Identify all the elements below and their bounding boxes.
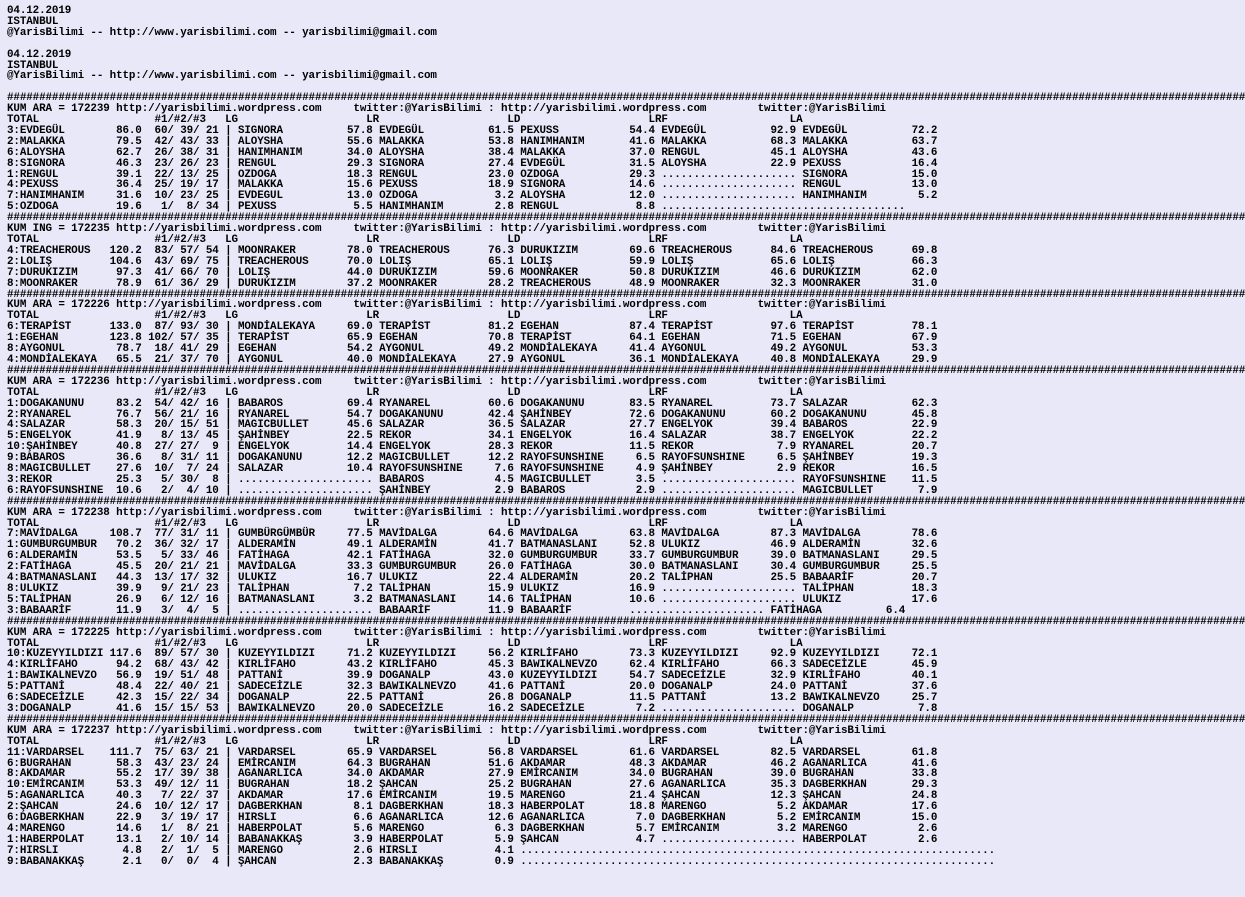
result-row: 2:MALAKKA 79.5 42/ 43/ 33 | ALOYSHA 55.6 MALAKKA 53.8 HANIMHANIM 41.6 MALAKKA 68.3 MALAKKA 63.7 bbox=[7, 135, 938, 148]
result-row: 5:ENGELYOK 41.9 8/ 13/ 45 | ŞAHİNBEY 22.5 REKOR 34.1 ENGELYOK 16.4 SALAZAR 38.7 ENGELYOK 22.2 bbox=[7, 430, 938, 443]
blank-line bbox=[7, 39, 1073, 50]
result-row: 1:BAWIKALNEVZO 56.9 19/ 51/ 48 | PATTANİ 39.9 DOGANALP 43.0 KUZEYYILDIZI 54.7 SADECEİZLE 32.9 KIRLİFAHO 40.1 bbox=[7, 670, 938, 683]
separator-line: ################################################################################################################################################################################################# bbox=[7, 364, 1245, 377]
header-date: 04.12.2019 bbox=[7, 48, 72, 61]
result-row: 6:SADECEİZLE 42.3 15/ 22/ 34 | DOGANALP 22.5 PATTANİ 26.8 DOGANALP 11.5 PATTANİ 13.2 BAWIKALNEVZO 25.7 bbox=[7, 692, 938, 705]
separator-line: ################################################################################################################################################################################################# bbox=[7, 92, 1245, 105]
result-row: 4:MARENGO 14.6 1/ 8/ 21 | HABERPOLAT 5.6 MARENGO 6.3 DAGBERKHAN 5.7 EMİRCANIM 3.2 MARENGO 2.6 bbox=[7, 822, 938, 835]
result-row: 5:PATTANİ 48.4 22/ 40/ 21 | SADECEİZLE 32.3 BAWIKALNEVZO 41.6 PATTANİ 20.0 DOGANALP 24.0 PATTANİ 37.6 bbox=[7, 681, 938, 694]
column-header: TOTAL #1/#2/#3 LG LR LD LRF LA bbox=[7, 234, 803, 246]
result-row: 6:ALOYSHA 62.7 26/ 38/ 31 | HANIMHANIM 34.0 ALOYSHA 38.4 MALAKKA 37.0 RENGUL 45.1 ALOYSHA 43.6 bbox=[7, 146, 938, 159]
separator-line: ################################################################################################################################################################################################# bbox=[7, 288, 1245, 301]
column-header: TOTAL #1/#2/#3 LG LR LD LRF LA bbox=[7, 310, 803, 323]
header-contact: @YarisBilimi -- http://www.yarisbilimi.com -- yarisbilimi@gmail.com bbox=[7, 26, 437, 39]
result-row: 10:EMİRCANIM 53.3 49/ 12/ 11 | BUGRAHAN 18.2 ŞAHCAN 25.2 BUGRAHAN 27.6 AGANARLICA 35.3 DAGBERKHAN 29.3 bbox=[7, 779, 938, 792]
result-row: 6:TERAPİST 133.0 87/ 93/ 30 | MONDİALEKAYA 69.0 TERAPİST 81.2 EGEHAN 87.4 TERAPİST 97.6 TERAPİST 78.1 bbox=[7, 321, 938, 334]
result-row: 1:RENGUL 39.1 22/ 13/ 25 | OZDOGA 18.3 RENGUL 23.0 OZDOGA 29.3 ..................... SIGNORA 15.0 bbox=[7, 168, 938, 181]
result-row: 10:ŞAHİNBEY 40.8 27/ 27/ 9 | ENGELYOK 14.4 ENGELYOK 28.3 REKOR 11.5 REKOR 7.9 RYANAREL 20.7 bbox=[7, 441, 938, 454]
result-row: 8:SIGNORA 46.3 23/ 26/ 23 | RENGUL 29.3 SIGNORA 27.4 EVDEGÜL 31.5 ALOYSHA 22.9 PEXUSS 16.4 bbox=[7, 157, 938, 170]
race-title: KUM ARA = 172238 http://yarisbilimi.wordpress.com twitter:@YarisBilimi : http://yarisbilimi.wordpress.com twitter:@YarisBilimi bbox=[7, 506, 886, 519]
result-row: 2:RYANAREL 76.7 56/ 21/ 16 | RYANAREL 54.7 DOGAKANUNU 42.4 ŞAHİNBEY 72.6 DOGAKANUNU 60.2 DOGAKANUNU 45.8 bbox=[7, 408, 938, 421]
result-row: 4:TREACHEROUS 120.2 83/ 57/ 54 | MOONRAKER 78.0 TREACHEROUS 76.3 DURUKIZIM 69.6 TREACHEROUS 84.6 TREACHEROUS 69.8 bbox=[7, 244, 938, 257]
result-row: 4:MONDİALEKAYA 65.5 21/ 37/ 70 | AYGONUL 40.0 MONDİALEKAYA 27.9 AYGONUL 36.1 MONDİALEKAYA 40.8 MONDİALEKAYA 29.9 bbox=[7, 353, 938, 366]
column-header: TOTAL #1/#2/#3 LG LR LD LRF LA bbox=[7, 114, 803, 127]
result-row: 2:ŞAHCAN 24.6 10/ 12/ 17 | DAGBERKHAN 8.1 DAGBERKHAN 18.3 HABERPOLAT 18.8 MARENGO 5.2 AKDAMAR 17.6 bbox=[7, 801, 938, 814]
result-row: 3:DOGANALP 41.6 15/ 15/ 53 | BAWIKALNEVZO 20.0 SADECEİZLE 16.2 SADECEİZLE 7.2 ..................... DOGANALP 7.8 bbox=[7, 702, 938, 715]
column-header: TOTAL #1/#2/#3 LG LR LD LRF LA bbox=[7, 735, 803, 748]
result-row: 3:REKOR 25.3 5/ 30/ 8 | ..................... BABAROS 4.5 MAGICBULLET 3.5 ..................... RAYOFSUNSHINE 11.5 bbox=[7, 473, 938, 486]
header-city: ISTANBUL bbox=[7, 15, 59, 28]
result-row: 4:SALAZAR 58.3 20/ 15/ 51 | MAGICBULLET 45.6 SALAZAR 36.5 SALAZAR 27.7 ENGELYOK 39.4 BABAROS 22.9 bbox=[7, 419, 938, 432]
result-row: 4:PEXUSS 36.4 25/ 19/ 17 | MALAKKA 15.6 PEXUSS 18.9 SIGNORA 14.6 ..................... RENGUL 13.0 bbox=[7, 179, 938, 192]
separator-line: ################################################################################################################################################################################################# bbox=[7, 212, 1245, 225]
result-row: 7:DURUKIZIM 97.3 41/ 66/ 70 | LOLIŞ 44.0 DURUKIZIM 59.6 MOONRAKER 50.8 DURUKIZIM 46.6 DURUKIZIM 62.0 bbox=[7, 266, 938, 279]
column-header: TOTAL #1/#2/#3 LG LR LD LRF LA bbox=[7, 517, 803, 530]
result-row: 2:LOLIŞ 104.6 43/ 69/ 75 | TREACHEROUS 70.0 LOLIŞ 65.1 LOLIŞ 59.9 LOLIŞ 65.6 LOLIŞ 66.3 bbox=[7, 255, 938, 268]
header-contact: @YarisBilimi -- http://www.yarisbilimi.com -- yarisbilimi@gmail.com bbox=[7, 70, 437, 83]
race-title: KUM ARA = 172226 http://yarisbilimi.wordpress.com twitter:@YarisBilimi : http://yarisbilimi.wordpress.com twitter:@YarisBilimi bbox=[7, 299, 886, 312]
result-row: 6:ALDERAMİN 53.5 5/ 33/ 46 | FATİHAGA 42.1 FATİHAGA 32.0 GUMBURGUMBUR 33.7 GUMBURGUMBUR 39.0 BATMANASLANI 29.5 bbox=[7, 550, 938, 563]
result-row: 11:VARDARSEL 111.7 75/ 63/ 21 | VARDARSEL 65.9 VARDARSEL 56.8 VARDARSEL 61.6 VARDARSEL 82.5 VARDARSEL 61.8 bbox=[7, 746, 938, 759]
result-row: 8:AYGONUL 78.7 18/ 41/ 29 | EGEHAN 54.2 AYGONUL 49.2 MONDİALEKAYA 41.4 AYGONUL 49.2 AYGONUL 53.3 bbox=[7, 343, 938, 356]
result-row: 7:HANIMHANIM 31.6 10/ 23/ 25 | EVDEGUL 13.0 OZDOGA 3.2 ALOYSHA 12.0 ..................... HANIMHANIM 5.2 bbox=[7, 190, 938, 203]
race-title: KUM ARA = 172239 http://yarisbilimi.wordpress.com twitter:@YarisBilimi : http://yarisbilimi.wordpress.com twitter:@YarisBilimi bbox=[7, 103, 886, 116]
result-row: 7:HIRSLI 4.8 2/ 1/ 5 | MARENGO 2.6 HIRSLI 4.1 .......................................................................... bbox=[7, 844, 995, 857]
race-title: KUM ARA = 172225 http://yarisbilimi.wordpress.com twitter:@YarisBilimi : http://yarisbilimi.wordpress.com twitter:@YarisBilimi bbox=[7, 626, 886, 639]
result-row: 8:MAGICBULLET 27.6 10/ 7/ 24 | SALAZAR 10.4 RAYOFSUNSHINE 7.6 RAYOFSUNSHINE 4.9 ŞAHİNBEY 2.9 REKOR 16.5 bbox=[7, 463, 938, 476]
result-row: 9:BABANAKKAŞ 2.1 0/ 0/ 4 | ŞAHCAN 2.3 BABANAKKAŞ 0.9 .......................................................................... bbox=[7, 855, 995, 868]
result-row: 6:RAYOFSUNSHINE 10.6 2/ 4/ 10 | ..................... ŞAHİNBEY 2.9 BABAROS 2.9 ..................... MAGICBULLET 7.9 bbox=[7, 484, 938, 497]
column-header: TOTAL #1/#2/#3 LG LR LD LRF LA bbox=[7, 386, 803, 399]
result-row: 1:DOGAKANUNU 83.2 54/ 42/ 16 | BABAROS 69.4 RYANAREL 60.6 DOGAKANUNU 83.5 RYANAREL 73.7 SALAZAR 62.3 bbox=[7, 397, 938, 410]
separator-line: ################################################################################################################################################################################################# bbox=[7, 495, 1245, 508]
result-row: 6:DAGBERKHAN 22.9 3/ 19/ 17 | HIRSLI 6.6 AGANARLICA 12.6 AGANARLICA 7.0 DAGBERKHAN 5.2 EMİRCANIM 15.0 bbox=[7, 812, 938, 825]
race-title: KUM ARA = 172236 http://yarisbilimi.wordpress.com twitter:@YarisBilimi : http://yarisbilimi.wordpress.com twitter:@YarisBilimi bbox=[7, 375, 886, 388]
result-row: 2:FATİHAGA 45.5 20/ 21/ 21 | MAVİDALGA 33.3 GUMBURGUMBUR 26.0 FATİHAGA 30.0 BATMANASLANI 30.4 GUMBURGUMBUR 25.5 bbox=[7, 561, 938, 574]
result-row: 1:GUMBURGUMBUR 70.2 36/ 32/ 17 | ALDERAMİN 49.1 ALDERAMİN 41.7 BATMANASLANI 52.8 ULUKIZ 46.9 ALDERAMİN 32.6 bbox=[7, 539, 938, 552]
result-row: 10:KUZEYYILDIZI 117.6 89/ 57/ 30 | KUZEYYILDIZI 71.2 KUZEYYILDIZI 56.2 KIRLİFAHO 73.3 KUZEYYILDIZI 92.9 KUZEYYILDIZI 72.1 bbox=[7, 648, 938, 661]
separator-line: ################################################################################################################################################################################################# bbox=[7, 713, 1245, 726]
result-row: 8:AKDAMAR 55.2 17/ 39/ 38 | AGANARLICA 34.0 AKDAMAR 27.9 EMİRCANIM 34.0 BUGRAHAN 39.0 BUGRAHAN 33.8 bbox=[7, 768, 938, 781]
result-row: 8:ULUKIZ 39.9 9/ 21/ 23 | TALİPHAN 7.2 TALİPHAN 15.9 ULUKIZ 16.9 ..................... TALİPHAN 18.3 bbox=[7, 583, 938, 595]
race-title: KUM ARA = 172237 http://yarisbilimi.wordpress.com twitter:@YarisBilimi : http://yarisbilimi.wordpress.com twitter:@YarisBilimi bbox=[7, 724, 886, 737]
result-row: 3:EVDEGÜL 86.0 60/ 39/ 21 | SIGNORA 57.8 EVDEGÜL 61.5 PEXUSS 54.4 EVDEGÜL 92.9 EVDEGÜL 72.2 bbox=[7, 124, 938, 137]
race-title: KUM ING = 172235 http://yarisbilimi.wordpress.com twitter:@YarisBilimi : http://yarisbilimi.wordpress.com twitter:@YarisBilimi bbox=[7, 223, 886, 236]
header-city: ISTANBUL bbox=[7, 59, 59, 72]
result-row: 7:MAVİDALGA 108.7 77/ 31/ 11 | GUMBÜRGÜMBÜR 77.5 MAVİDALGA 64.6 MAVİDALGA 63.8 MAVİDALGA 87.3 MAVİDALGA 78.6 bbox=[7, 528, 938, 541]
result-row: 1:EGEHAN 123.8 102/ 57/ 35 | TERAPİST 65.9 EGEHAN 70.8 TERAPİST 64.1 EGEHAN 71.5 EGEHAN 67.9 bbox=[7, 332, 938, 345]
result-row: 4:BATMANASLANI 44.3 13/ 17/ 32 | ULUKIZ 16.7 ULUKIZ 22.4 ALDERAMİN 20.2 TALİPHAN 25.5 BABAARİF 20.7 bbox=[7, 572, 938, 585]
result-row: 4:KIRLİFAHO 94.2 68/ 43/ 42 | KIRLİFAHO 43.2 KIRLİFAHO 45.3 BAWIKALNEVZO 62.4 KIRLİFAHO 66.3 SADECEİZLE 45.9 bbox=[7, 659, 938, 672]
header-date: 04.12.2019 bbox=[7, 5, 72, 17]
result-row: 8:MOONRAKER 78.9 61/ 36/ 29 | DURUKIZIM 37.2 MOONRAKER 28.2 TREACHEROUS 48.9 MOONRAKER 32.3 MOONRAKER 31.0 bbox=[7, 277, 938, 290]
result-row: 9:BABAROS 36.6 8/ 31/ 11 | DOGAKANUNU 12.2 MAGICBULLET 12.2 RAYOFSUNSHINE 6.5 RAYOFSUNSHINE 6.5 ŞAHİNBEY 19.3 bbox=[7, 452, 938, 465]
result-row: 1:HABERPOLAT 13.1 2/ 10/ 14 | BABANAKKAŞ 3.9 HABERPOLAT 5.9 ŞAHCAN 4.7 ..................... HABERPOLAT 2.6 bbox=[7, 833, 938, 846]
result-row: 6:BUGRAHAN 58.3 43/ 23/ 24 | EMİRCANIM 64.3 BUGRAHAN 51.6 AKDAMAR 48.3 AKDAMAR 46.2 AGANARLICA 41.6 bbox=[7, 757, 938, 770]
result-row: 5:TALİPHAN 26.9 6/ 12/ 16 | BATMANASLANI 3.2 BATMANASLANI 14.6 TALİPHAN 10.6 ..................... ULUKIZ 17.6 bbox=[7, 593, 938, 606]
result-row: 3:BABAARİF 11.9 3/ 4/ 5 | ..................... BABAARİF 11.9 BABAARİF ..................... FATİHAGA 6.4 bbox=[7, 604, 906, 617]
separator-line: ################################################################################################################################################################################################# bbox=[7, 615, 1245, 628]
result-row: 5:AGANARLICA 40.3 7/ 22/ 37 | AKDAMAR 17.6 EMİRCANIM 19.5 MARENGO 21.4 ŞAHCAN 12.3 ŞAHCAN 24.8 bbox=[7, 790, 938, 803]
column-header: TOTAL #1/#2/#3 LG LR LD LRF LA bbox=[7, 637, 803, 650]
result-row: 5:OZDOGA 19.6 1/ 8/ 34 | PEXUSS 5.5 HANIMHANIM 2.8 RENGUL 8.8 ...................................... bbox=[7, 201, 906, 214]
